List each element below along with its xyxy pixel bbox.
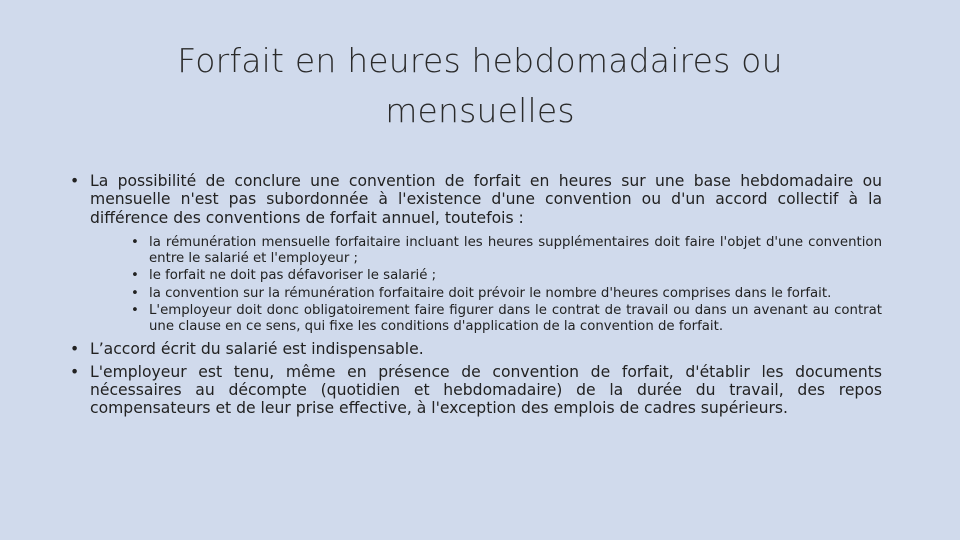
bullet-item	[68, 172, 882, 334]
sub-bullet-item: • la convention sur la rémunération forfaitaire doit prévoir le nombre d'heures comprises dans le forfait.	[127, 286, 882, 302]
bullet-text: • La possibilité de conclure une convention de forfait en heures sur une base hebdomadaire ou mensuelle n'est pas subordonnée à l'existence d'une convention ou d'un accord collectif à la différence des conventions de forfait annuel, toutefois :	[90, 172, 882, 227]
bullet-list	[68, 172, 882, 418]
bullet-item	[68, 363, 882, 418]
slide-title: Forfait en heures hebdomadaires ou mensuelles	[177, 41, 783, 130]
bullet-text: • L'employeur est tenu, même en présence de convention de forfait, d'établir les documents nécessaires au décompte (quotidien et hebdomadaire) de la durée du travail, des repos compensateurs et de leur prise effective, à l'exception des emplois de cadres supérieurs.	[90, 362, 882, 418]
slide-body	[68, 172, 882, 418]
sub-bullet-item: • L'employeur doit donc obligatoirement faire figurer dans le contrat de travail ou dans un avenant au contrat une clause en ce sens, qui fixe les conditions d'application de la convention de forfait.	[127, 303, 882, 334]
bullet-text: • L’accord écrit du salarié est indispensable.	[90, 340, 424, 359]
sub-bullet-list	[127, 235, 882, 334]
sub-bullet-item: • le forfait ne doit pas défavoriser le salarié ;	[127, 268, 882, 284]
sub-bullet-item: • la rémunération mensuelle forfaitaire incluant les heures supplémentaires doit faire l'objet d'une convention entre le salarié et l'employeur ;	[127, 235, 882, 266]
bullet-item	[68, 340, 882, 358]
